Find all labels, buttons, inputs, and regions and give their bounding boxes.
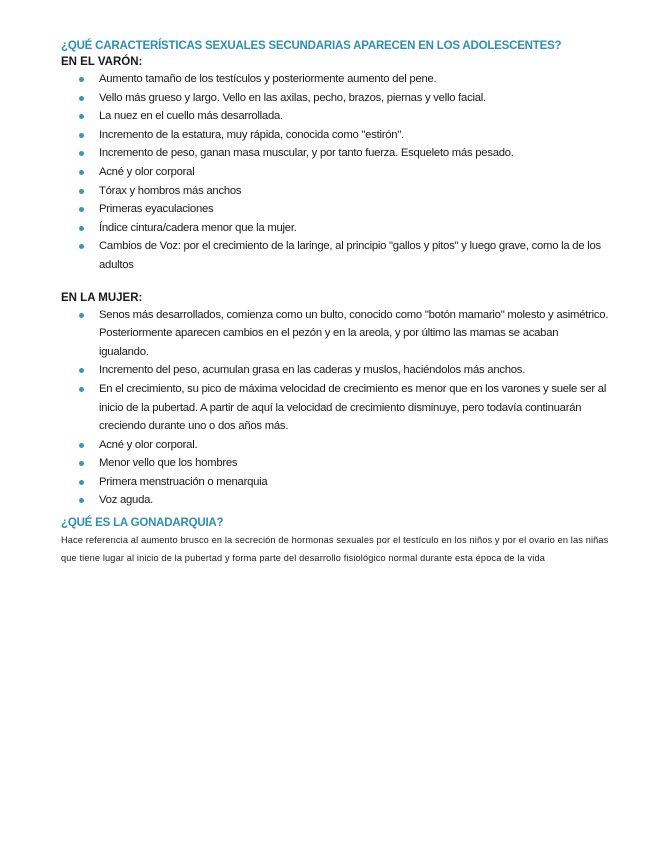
list-item-text: Acné y olor corporal bbox=[99, 165, 195, 178]
list-item bbox=[61, 380, 609, 436]
list-item-text: Incremento de peso, ganan masa muscular, y por tanto fuerza. Esqueleto más pesado. bbox=[99, 147, 514, 160]
list-item bbox=[61, 107, 609, 126]
list-item bbox=[61, 436, 609, 455]
bullet-icon bbox=[79, 207, 84, 212]
list-item-text: En el crecimiento, su pico de máxima velocidad de crecimiento es menor que en los varones y suele ser al inicio de la pubertad. A partir de aquí la velocidad de crecimiento disminuye, pero todavía continuarán creciendo durante uno o dos años más. bbox=[99, 382, 607, 433]
main-question-heading: ¿QUÉ CARACTERÍSTICAS SEXUALES SECUNDARIAS APARECEN EN LOS ADOLESCENTES? bbox=[61, 40, 562, 52]
list-item-text: Índice cintura/cadera menor que la mujer. bbox=[99, 221, 297, 234]
bullet-icon bbox=[79, 96, 84, 101]
bullet-icon bbox=[79, 368, 84, 373]
list-item-text: Cambios de Voz: por el crecimiento de la laringe, al principio "gallos y pitos" y luego grave, como la de los adultos bbox=[99, 240, 601, 271]
list-item-text: Aumento tamaño de los testículos y posteriormente aumento del pene. bbox=[99, 73, 437, 85]
list-item bbox=[61, 126, 609, 145]
list-item bbox=[61, 219, 609, 238]
list-item bbox=[61, 89, 609, 108]
list-item-text: Tórax y hombros más anchos bbox=[99, 184, 242, 197]
list-item-text: Primeras eyaculaciones bbox=[99, 203, 214, 216]
bullet-icon bbox=[79, 387, 84, 392]
list-item-text: Voz aguda. bbox=[99, 494, 154, 507]
list-item-text: Incremento de la estatura, muy rápida, conocida como "estirón". bbox=[99, 128, 404, 141]
bullet-icon bbox=[79, 114, 84, 119]
list-item bbox=[61, 491, 609, 510]
bullet-icon bbox=[79, 498, 84, 503]
bullet-icon bbox=[79, 170, 84, 175]
list-item bbox=[61, 200, 609, 219]
varon-list bbox=[61, 70, 609, 275]
bullet-icon bbox=[79, 189, 84, 194]
list-item-text: Primera menstruación o menarquia bbox=[99, 475, 268, 488]
bullet-icon bbox=[79, 461, 84, 466]
list-item-text: Acné y olor corporal. bbox=[99, 438, 198, 451]
document-page bbox=[61, 38, 609, 567]
mujer-heading: EN LA MUJER: bbox=[61, 291, 143, 304]
gonadarquia-heading: ¿QUÉ ES LA GONADARQUIA? bbox=[61, 517, 224, 530]
list-item bbox=[61, 182, 609, 201]
list-item bbox=[61, 454, 609, 473]
list-item bbox=[61, 361, 609, 380]
list-item bbox=[61, 473, 609, 492]
list-item-text: Senos más desarrollados, comienza como un bulto, conocido como "botón mamario" molesto y asimétrico. Posteriormente aparecen cambios en el pezón y en la areola, y por último las mamas se acaban igualando. bbox=[99, 308, 609, 358]
varon-heading: EN EL VARÓN: bbox=[61, 56, 143, 68]
bullet-icon bbox=[79, 133, 84, 138]
bullet-icon bbox=[79, 244, 84, 249]
list-item-text: Incremento del peso, acumulan grasa en las caderas y muslos, haciéndolos más anchos. bbox=[99, 364, 526, 377]
list-item-text: Vello más grueso y largo. Vello en las axilas, pecho, brazos, piernas y vello facial. bbox=[99, 91, 486, 104]
list-item-text: Menor vello que los hombres bbox=[99, 457, 238, 470]
list-item bbox=[61, 70, 609, 89]
bullet-icon bbox=[79, 77, 84, 82]
bullet-icon bbox=[79, 151, 84, 156]
list-item bbox=[61, 144, 609, 163]
bullet-icon bbox=[79, 226, 84, 231]
list-item bbox=[61, 163, 609, 182]
list-item bbox=[61, 237, 609, 274]
list-item bbox=[61, 306, 609, 362]
bullet-icon bbox=[79, 480, 84, 485]
list-item-text: La nuez en el cuello más desarrollada. bbox=[99, 110, 283, 123]
gonadarquia-paragraph: Hace referencia al aumento brusco en la secreción de hormonas sexuales por el testículo en los niños y por el ovario en las niñas que tiene lugar al inicio de la pubertad y forma parte del desarrollo fisiológico normal durante esta época de la vida bbox=[61, 535, 609, 563]
mujer-list bbox=[61, 306, 609, 511]
bullet-icon bbox=[79, 443, 84, 448]
bullet-icon bbox=[79, 313, 84, 318]
